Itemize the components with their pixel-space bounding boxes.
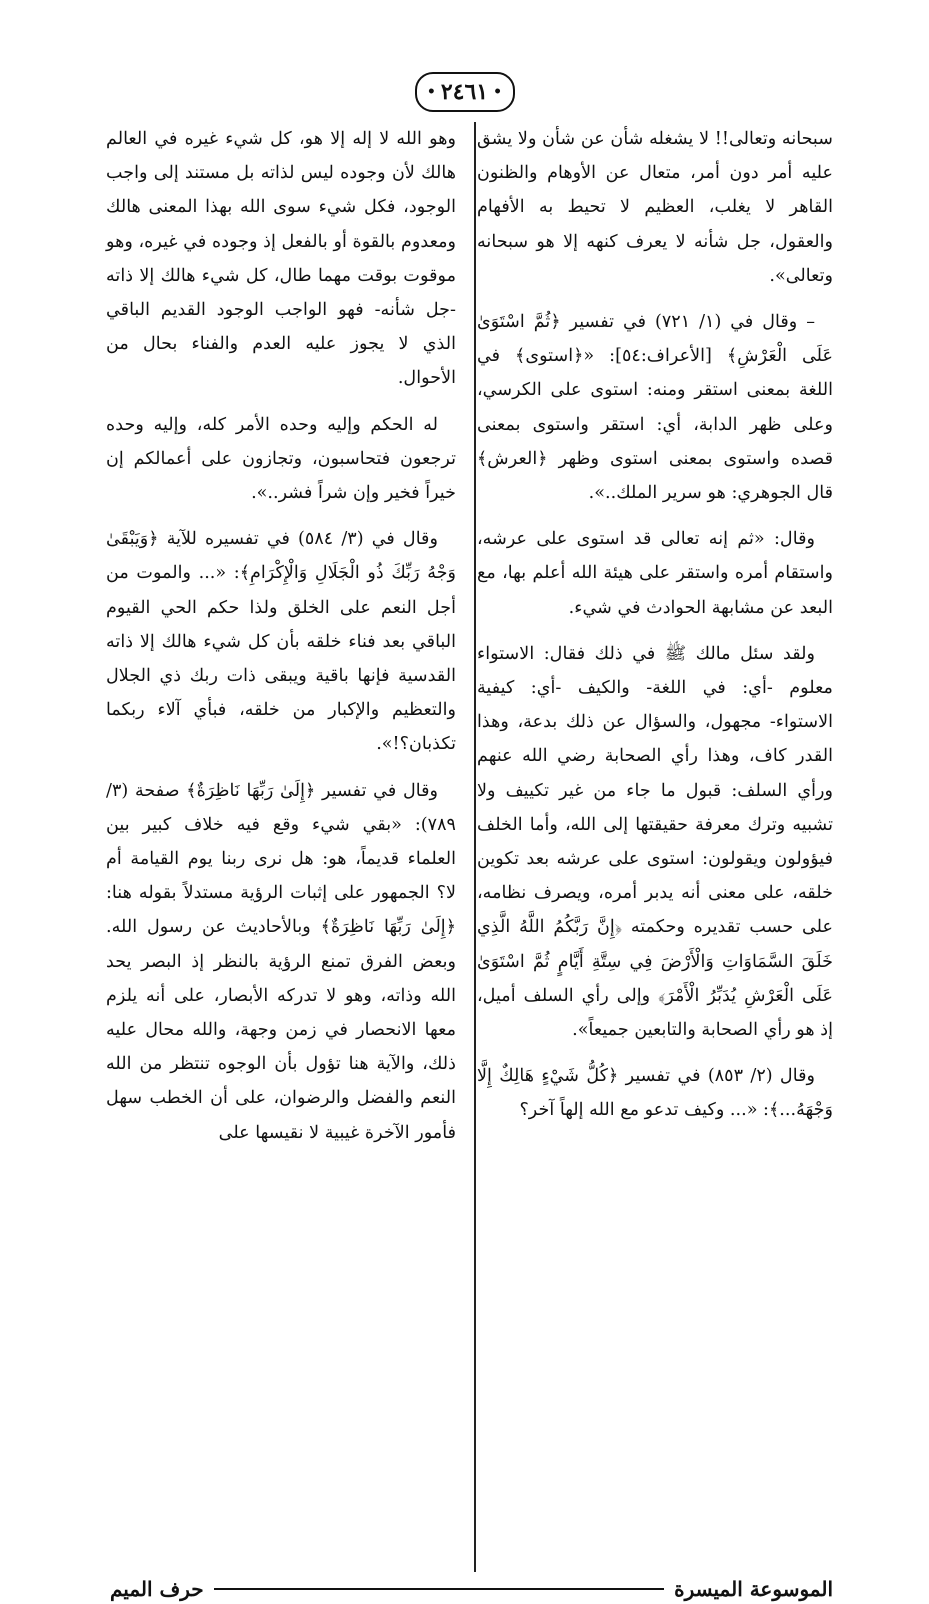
paragraph: وهو الله لا إله إلا هو، كل شيء غيره في العالم هالك لأن وجوده ليس لذاته بل مستند إلى واجب الوجود، فكل شيء سوى الله بهذا المعنى هالك ومعدوم بالقوة أو بالفعل إذ وجوده في غيره، وهو موقوت بوقت مهما طال، كل شيء هالك إلا ذاته -جل شأنه- فهو الواجب الوجود القديم الباقي الذي لا يجوز عليه العدم والفناء بحال من الأحوال. [106,129,456,389]
column-divider [474,122,476,1572]
page-footer [110,1574,833,1604]
page-number [415,72,515,112]
paragraph: وقال: «ثم إنه تعالى قد استوى على عرشه، واستقام أمره واستقر على هيئة الله أعلم بها، مع البعد عن مشابهة الحوادث في شيء. [477,529,833,618]
footer-section-title: حرف الميم [110,1577,204,1601]
paragraph: سبحانه وتعالى!! لا يشغله شأن عن شأن ولا يشق عليه أمر دون أمر، متعال عن الأوهام والظنون القاهر لا يغلب، العظيم لا تحيط به الأفهام والعقول، جل شأنه لا يعرف كنهه إلا هو سبحانه وتعالى». [477,129,833,286]
paragraph: – وقال في (١/ ٧٢١) في تفسير ﴿ثُمَّ اسْتَوَىٰ عَلَى الْعَرْشِ﴾ [الأعراف:٥٤]: «﴿استوى﴾ في اللغة بمعنى استقر ومنه: استوى على الكرسي، وعلى ظهر الدابة، أي: استقر واستوى بمعنى قصده واستوى بمعنى استوى وظهر ﴿العرش﴾ قال الجوهري: هو سرير الملك..». [477,312,833,504]
footer-rule [214,1588,664,1590]
paragraph: ولقد سئل مالك ﷺ في ذلك فقال: الاستواء معلوم -أي: في اللغة- والكيف -أي: كيفية الاستواء- مجهول، والسؤال عن ذلك بدعة، وهذا القدر كاف، وهذا رأي الصحابة رضي الله عنهم ورأي السلف: قبول ما جاء من غير تكييف ولا تشبيه وترك معرفة حقيقتها إلى الله، وأما الخلف فيؤولون ويقولون: استوى على عرشه بعد تكوين خلقه، على معنى أنه يدبر أمره، ويصرف نظامه، على حسب تقديره وحكمته ﴿إِنَّ رَبَّكُمُ اللَّهُ الَّذِي خَلَقَ السَّمَاوَاتِ وَالْأَرْضَ فِي سِتَّةِ أَيَّامٍ ثُمَّ اسْتَوَىٰ عَلَى الْعَرْشِ يُدَبِّرُ الْأَمْرَ﴾ وإلى رأي السلف أميل، إذ هو رأي الصحابة والتابعين جميعاً». [477,643,833,1041]
left-column [106,122,456,1572]
footer-book-title: الموسوعة الميسرة [674,1577,833,1601]
right-column [477,122,833,1572]
paragraph: وقال (٢/ ٨٥٣) في تفسير ﴿كُلُّ شَيْءٍ هَالِكٌ إِلَّا وَجْهَهُ...﴾: «... وكيف تدعو مع الله إلهاً آخر؟ [477,1066,833,1121]
paragraph: له الحكم وإليه وحده الأمر كله، وإليه وحده ترجعون فتحاسبون، وتجازون على أعمالكم إن خيراً فخير وإن شراً فشر..». [106,414,456,504]
page-number-text: • ٢٤٦١ [440,79,489,105]
paragraph: وقال في (٣/ ٥٨٤) في تفسيره للآية ﴿وَيَبْقَىٰ وَجْهُ رَبِّكَ ذُو الْجَلَالِ وَالْإِكْرَامِ﴾: «... والموت من أجل النعم على الخلق ولذا حكم الحي القيوم الباقي بعد فناء خلقه بأن كل شيء هالك إلا ذاته القدسية فإنها باقية ويبقى ذات ربك ذي الجلال والتعظيم والإكبار من خلقه، فبأي آلاء ربكما تكذبان؟!». [106,529,456,755]
paragraph: وقال في تفسير ﴿إِلَىٰ رَبِّهَا نَاظِرَةٌ﴾ صفحة (٣/ ٧٨٩): «بقي شيء وقع فيه خلاف كبير بين العلماء قديماً، هو: هل نرى ربنا يوم القيامة أم لا؟ الجمهور على إثبات الرؤية مستدلاً بقوله هنا: ﴿إِلَىٰ رَبِّهَا نَاظِرَةٌ﴾ وبالأحاديث عن رسول الله. وبعض الفرق تمنع الرؤية بالنظر إذ البصر يحد الله وذاته، وهو لا تدركه الأبصار، على أنه يلزم معها الانحصار في زمن وجهة، والله محال عليه ذلك، والآية هنا تؤول بأن الوجوه تنتظر من الله النعم والفضل والرضوان، على أن الخطب سهل فأمور الآخرة غيبية لا نقيسها على [106,780,456,1143]
